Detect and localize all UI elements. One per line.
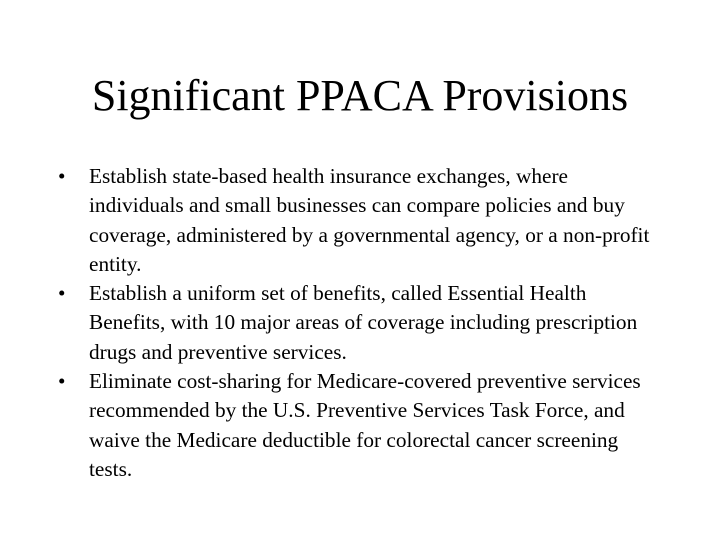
bullet-icon: • xyxy=(58,281,66,306)
bullet-text: Establish state-based health insurance exchanges, where individuals and small businesses can compare policies and buy coverage, administered by a governmental agency, or a non-profit entity. xyxy=(89,164,650,276)
slide-title: Significant PPACA Provisions xyxy=(91,71,629,120)
bullet-list xyxy=(55,162,665,484)
bullet-text: Eliminate cost-sharing for Medicare-covered preventive services recommended by the U.S. Preventive Services Task Force, and waive the Medicare deductible for colorectal cancer screening tests. xyxy=(89,369,641,481)
bullet-item xyxy=(55,162,665,279)
bullet-text: Establish a uniform set of benefits, called Essential Health Benefits, with 10 major areas of coverage including prescription drugs and preventive services. xyxy=(89,281,638,364)
bullet-icon: • xyxy=(58,369,66,394)
bullet-item xyxy=(55,367,665,484)
bullet-icon: • xyxy=(58,164,66,188)
bullet-item xyxy=(55,279,665,367)
